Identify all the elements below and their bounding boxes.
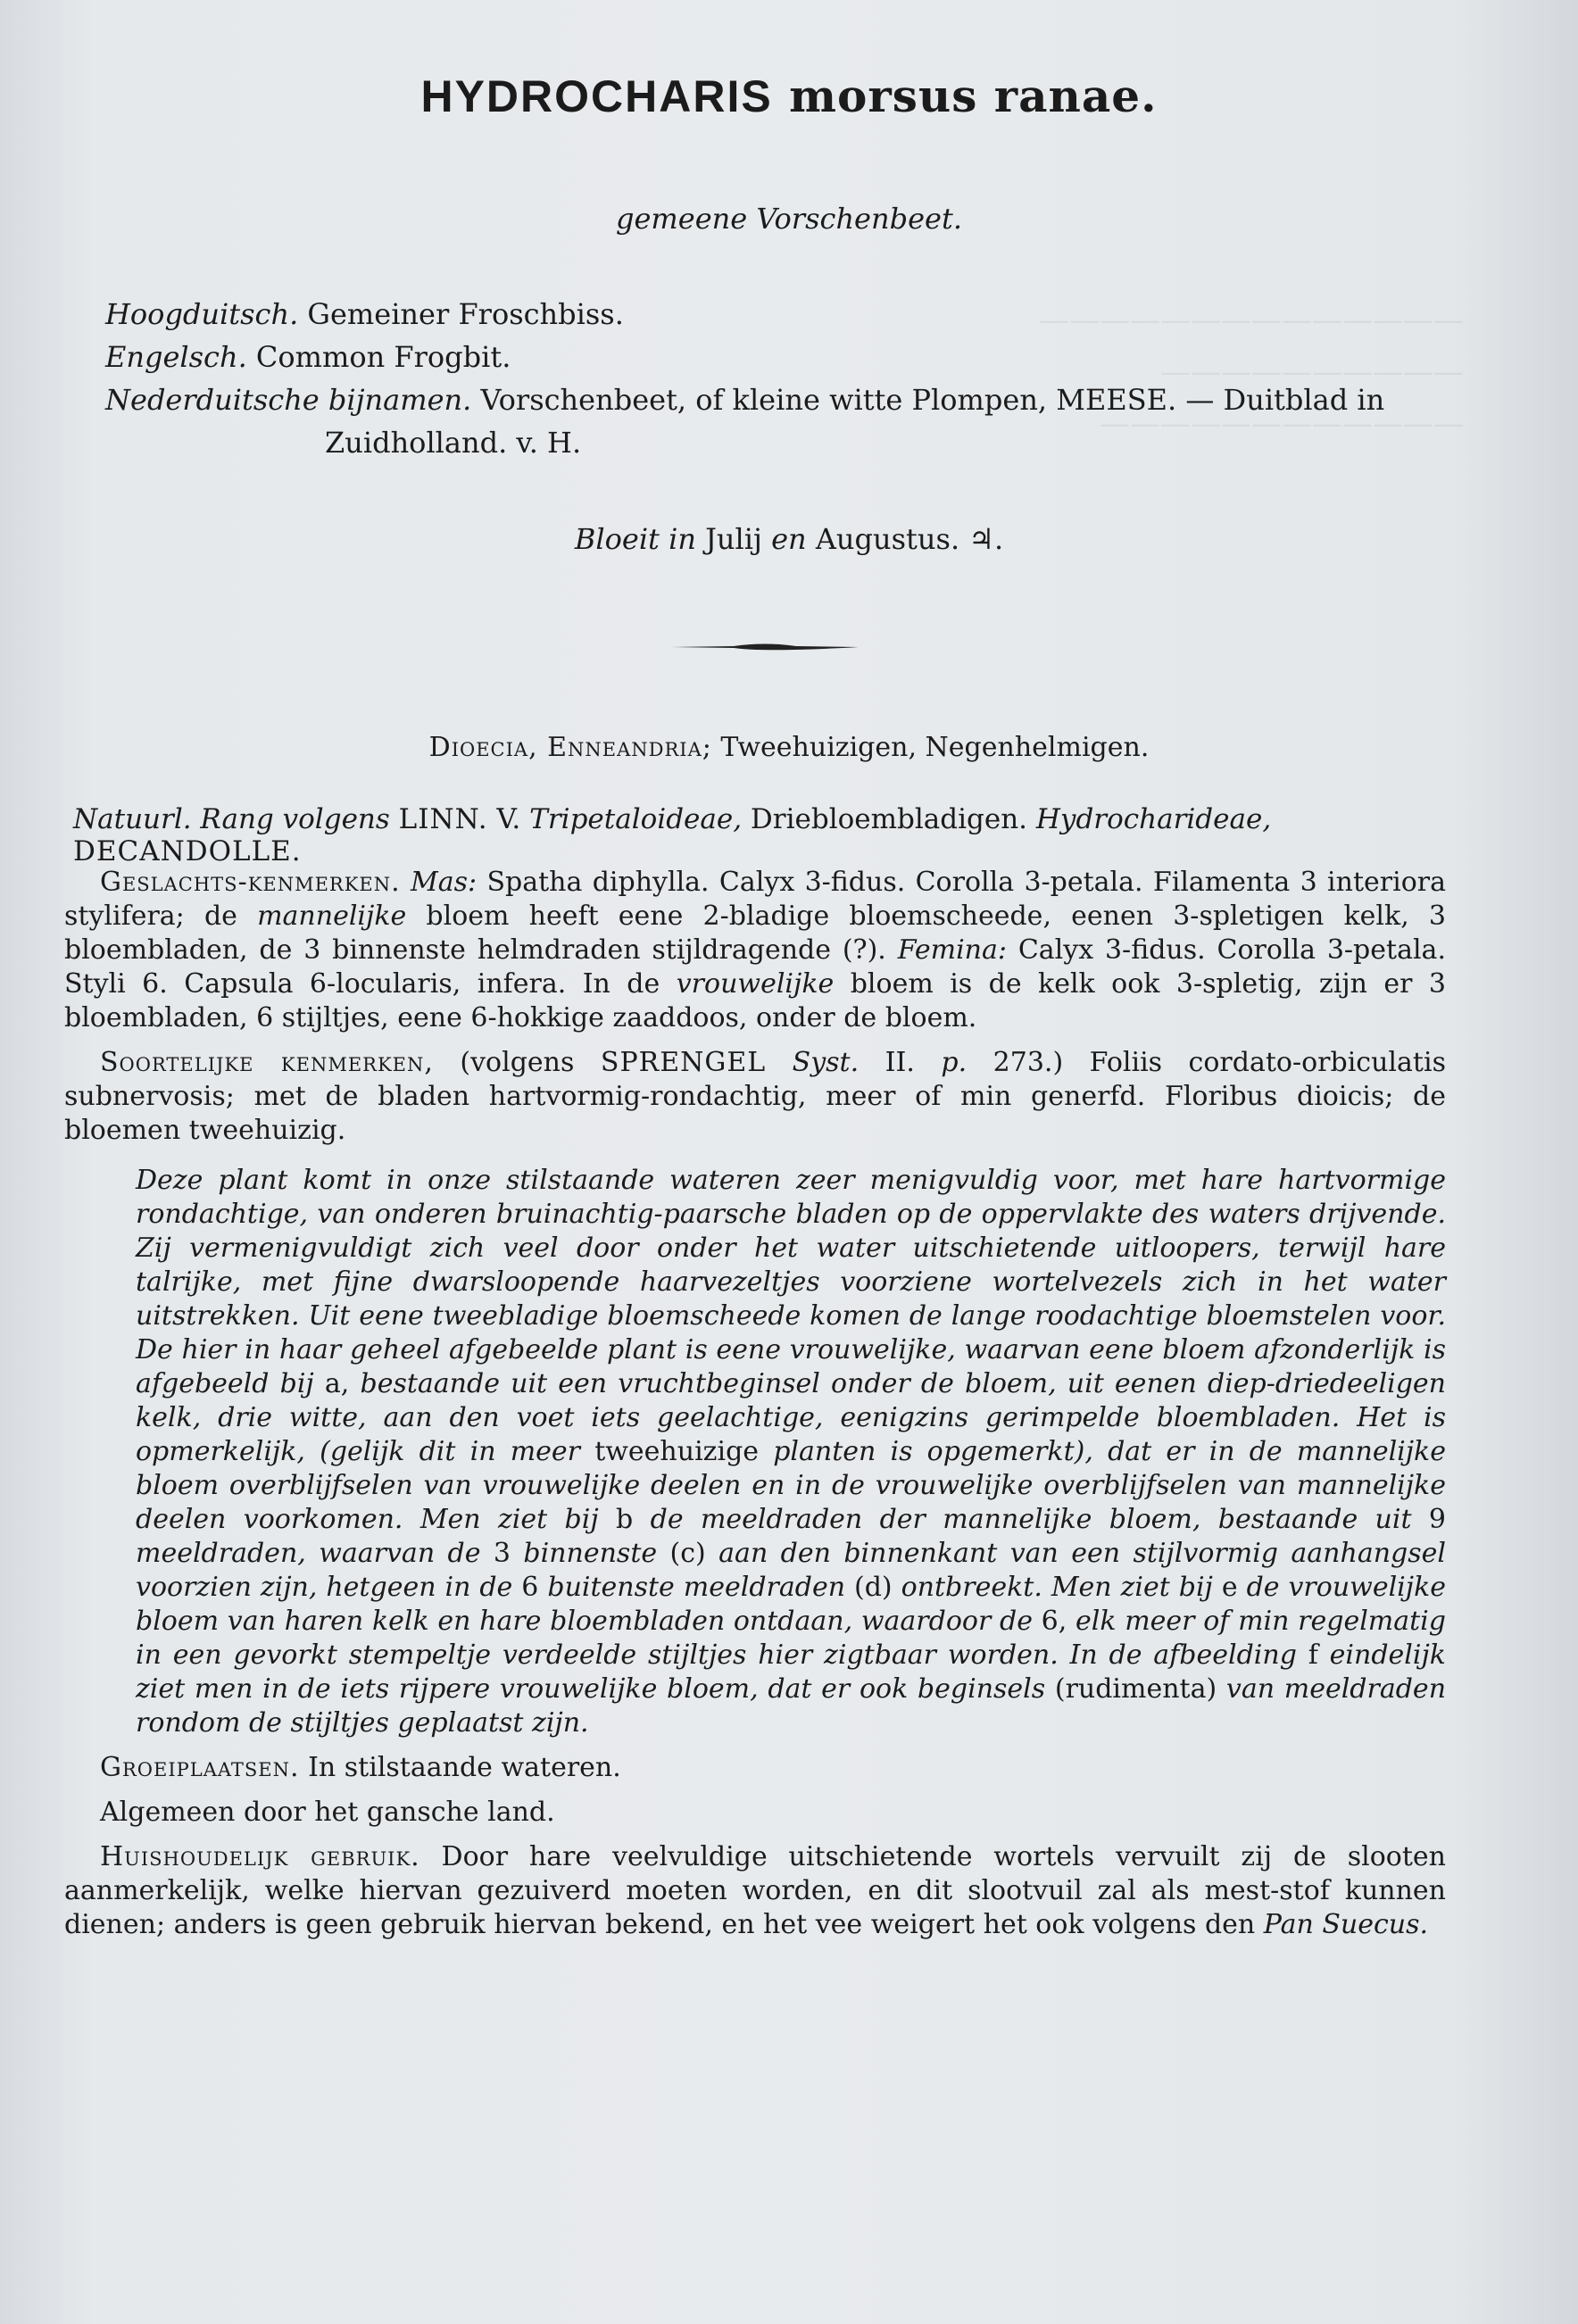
figure-ref-a: a, <box>324 1368 350 1399</box>
text-run: II. <box>885 1047 915 1078</box>
name-row-english <box>105 336 1462 378</box>
title-genus: HYDROCHARIS <box>420 71 773 121</box>
name-row-dutch-cont: Zuidholland. v. H. <box>325 426 582 460</box>
text-run: bestaande uit een vruchtbeginsel onder de bloem, uit eenen diep-driedeeligen kelk, drie witte, aan den voet iets geelachtige, eenigzins gerimpelde bloembladen. Het is opmerkelijk, (gelijk dit in meer <box>136 1368 1446 1467</box>
text-run: 3 <box>493 1538 511 1569</box>
text-run: de meeldraden der mannelijke bloem, bestaande uit <box>650 1504 1412 1535</box>
distribution-text: Algemeen door het gansche land. <box>100 1797 555 1828</box>
text-run: 6 <box>521 1572 539 1603</box>
rank-author-linn: LINN. <box>398 803 488 835</box>
name-row-dutch <box>105 378 1462 421</box>
rank-latin: Tripetaloideae, <box>529 803 743 835</box>
plant-description <box>64 1164 1446 1740</box>
economic-use <box>64 1840 1446 1942</box>
text-run: Deze plant komt in onze stilstaande wateren zeer menigvuldig voor, met hare hartvormige rondachtige, van onderen bruinachtig-paarsche bladen op de oppervlakte des waters drijvende. Zij vermenigvuldigt zich veel door onder het water uitschietende uitloopers, terwijl hare talrijke, met fijne dwarsloopende haarvezeltjes voorziene wortelvezels zich in het water uitstrekken. Uit eene tweebladige bloemscheede komen de lange roodachtige bloemstelen voor. De hier in haar geheel afgebeelde plant is eene vrouwelijke, waarvan eene bloem afzonderlijk is afgebeeld bij <box>136 1165 1446 1399</box>
text-run: aan den binnenkant van een stijlvormig aanhangsel voorzien zijn, hetgeen in de <box>136 1538 1446 1603</box>
femina-label: Femina: <box>897 934 1007 966</box>
text-run: buitenste meeldraden <box>547 1572 846 1603</box>
ornamental-divider <box>671 641 859 653</box>
text-run: binnenste <box>523 1538 658 1569</box>
dutch-common-name: gemeene Vorschenbeet. <box>616 202 962 236</box>
flowering-month-1: Julij <box>705 522 762 556</box>
language-label: Nederduitsche bijnamen. <box>105 383 472 417</box>
distribution <box>64 1796 1446 1830</box>
text-run: van meeldraden rondom de stijltjes geplaatst zijn. <box>136 1673 1447 1739</box>
text-run: ontbreekt. Men ziet bij <box>901 1572 1213 1603</box>
figure-ref-d: (d) <box>854 1572 893 1603</box>
class-latin: Dioecia, Enneandria; <box>428 732 712 763</box>
class-dutch: Tweehuizigen, Negenhelmigen. <box>720 732 1150 763</box>
text-run: Syst. <box>792 1047 860 1078</box>
economic-use-heading: Huishoudelijk gebruik. <box>100 1841 420 1872</box>
text-run: Door hare veelvuldige uitschietende wortels vervuilt zij de slooten aanmerkelijk, welke hiervan gezuiverd moeten worden, en dit slootvuil zal als mest-stof kunnen dienen; anders is geen gebruik hiervan bekend, en het vee weigert het ook volgens den <box>64 1841 1446 1940</box>
flowering-in: in <box>669 522 696 556</box>
author-sprengel: SPRENGEL <box>600 1047 767 1078</box>
text-run: (volgens <box>460 1047 575 1078</box>
text-run: planten is opgemerkt), dat er in de mannelijke bloem overblijfselen van vrouwelijke deelen en in de vrouwelijke overblijfselen van mannelijke deelen voorkomen. Men ziet bij <box>136 1436 1446 1535</box>
habitat-heading: Groeiplaatsen. <box>100 1752 300 1783</box>
rank-number: V. <box>496 803 521 835</box>
main-text <box>64 866 1446 1953</box>
text-run: Pan Suecus. <box>1263 1909 1429 1940</box>
flowering-and: en <box>771 522 807 556</box>
figure-ref-e: e <box>1221 1572 1238 1603</box>
text-run: mannelijke <box>257 901 407 932</box>
bleed-through-text: —————————————— —————————— ———————————— <box>1039 303 1464 442</box>
text-run: meeldraden, waarvan de <box>136 1538 481 1569</box>
flowering-word: Bloeit <box>574 522 660 556</box>
text-run: vrouwelijke <box>676 968 835 1000</box>
page-title <box>0 70 1578 122</box>
vernacular-name: Common Frogbit. <box>255 340 511 374</box>
vernacular-names <box>105 293 1462 464</box>
language-label: Engelsch. <box>105 340 247 374</box>
text-run: bloem heeft eene 2-bladige bloemscheede, eenen 3-spletigen kelk, 3 bloembladen, de 3 binnenste helmdraden stijldragende (?). <box>64 901 1446 966</box>
text-run: eindelijk ziet men in de iets rijpere vrouwelijke bloem, dat er ook beginsels <box>136 1639 1446 1705</box>
vernacular-name: Vorschenbeet, of kleine witte Plompen, MEESE. — Duitblad in <box>480 383 1385 417</box>
text-run: elk meer of min regelmatig in een gevorkt stempeltje verdeelde stijltjes hier zigtbaar worden. In de afbeelding <box>136 1606 1446 1671</box>
habitat <box>64 1751 1446 1785</box>
rank-dutch: Driebloembladigen. <box>750 803 1028 835</box>
language-label: Hoogduitsch. <box>105 297 299 331</box>
flowering-month-2: Augustus. <box>815 522 960 556</box>
text-run: Calyx 3-fidus. Corolla 3-petala. Styli 6. Capsula 6-locularis, infera. In de <box>64 934 1446 1000</box>
text-run: (rudimenta) <box>1054 1673 1217 1705</box>
mas-label: Mas: <box>411 867 478 898</box>
figure-ref-c: (c) <box>669 1538 706 1569</box>
figure-ref-f: f <box>1308 1639 1318 1671</box>
family-latin: Hydrocharideae, <box>1035 803 1272 835</box>
linnaean-class <box>0 732 1578 763</box>
text-run: 273.) Foliis cordato-orbiculatis subnervosis; met de bladen hartvormig-rondachtig, meer of min generfd. Floribus dioicis; de bloemen tweehuizig. <box>64 1047 1446 1146</box>
rank-label: Natuurl. Rang volgens <box>73 803 390 835</box>
flowering-time <box>0 522 1578 556</box>
text-run: de vrouwelijke bloem van haren kelk en hare bloembladen ontdaan, waardoor de <box>136 1572 1447 1637</box>
perennial-symbol: ♃. <box>968 522 1004 556</box>
text-run: 6, <box>1041 1606 1067 1637</box>
family-author: DECANDOLLE. <box>73 835 302 867</box>
vernacular-name: Gemeiner Froschbiss. <box>307 297 624 331</box>
text-run: tweehuizige <box>594 1436 760 1467</box>
habitat-text: In stilstaande wateren. <box>308 1752 621 1783</box>
text-run: p. <box>941 1047 968 1078</box>
text-run: Spatha diphylla. Calyx 3-fidus. Corolla 3-petala. Filamenta 3 interiora stylifera; de <box>64 867 1446 932</box>
genus-characters-heading: Geslachts-kenmerken. <box>100 867 401 898</box>
name-row-german <box>105 293 1462 336</box>
natural-rank <box>73 803 1448 867</box>
title-species: morsus ranae. <box>789 70 1158 122</box>
genus-characters <box>64 866 1446 1035</box>
species-characters-heading: Soortelijke kenmerken, <box>100 1047 434 1078</box>
text-run: 9 <box>1428 1504 1447 1535</box>
species-characters <box>64 1046 1446 1148</box>
figure-ref-b: b <box>616 1504 634 1535</box>
text-run: bloem is de kelk ook 3-spletig, zijn er 3 bloembladen, 6 stijltjes, eene 6-hokkige zaaddoos, onder de bloem. <box>64 968 1447 1033</box>
